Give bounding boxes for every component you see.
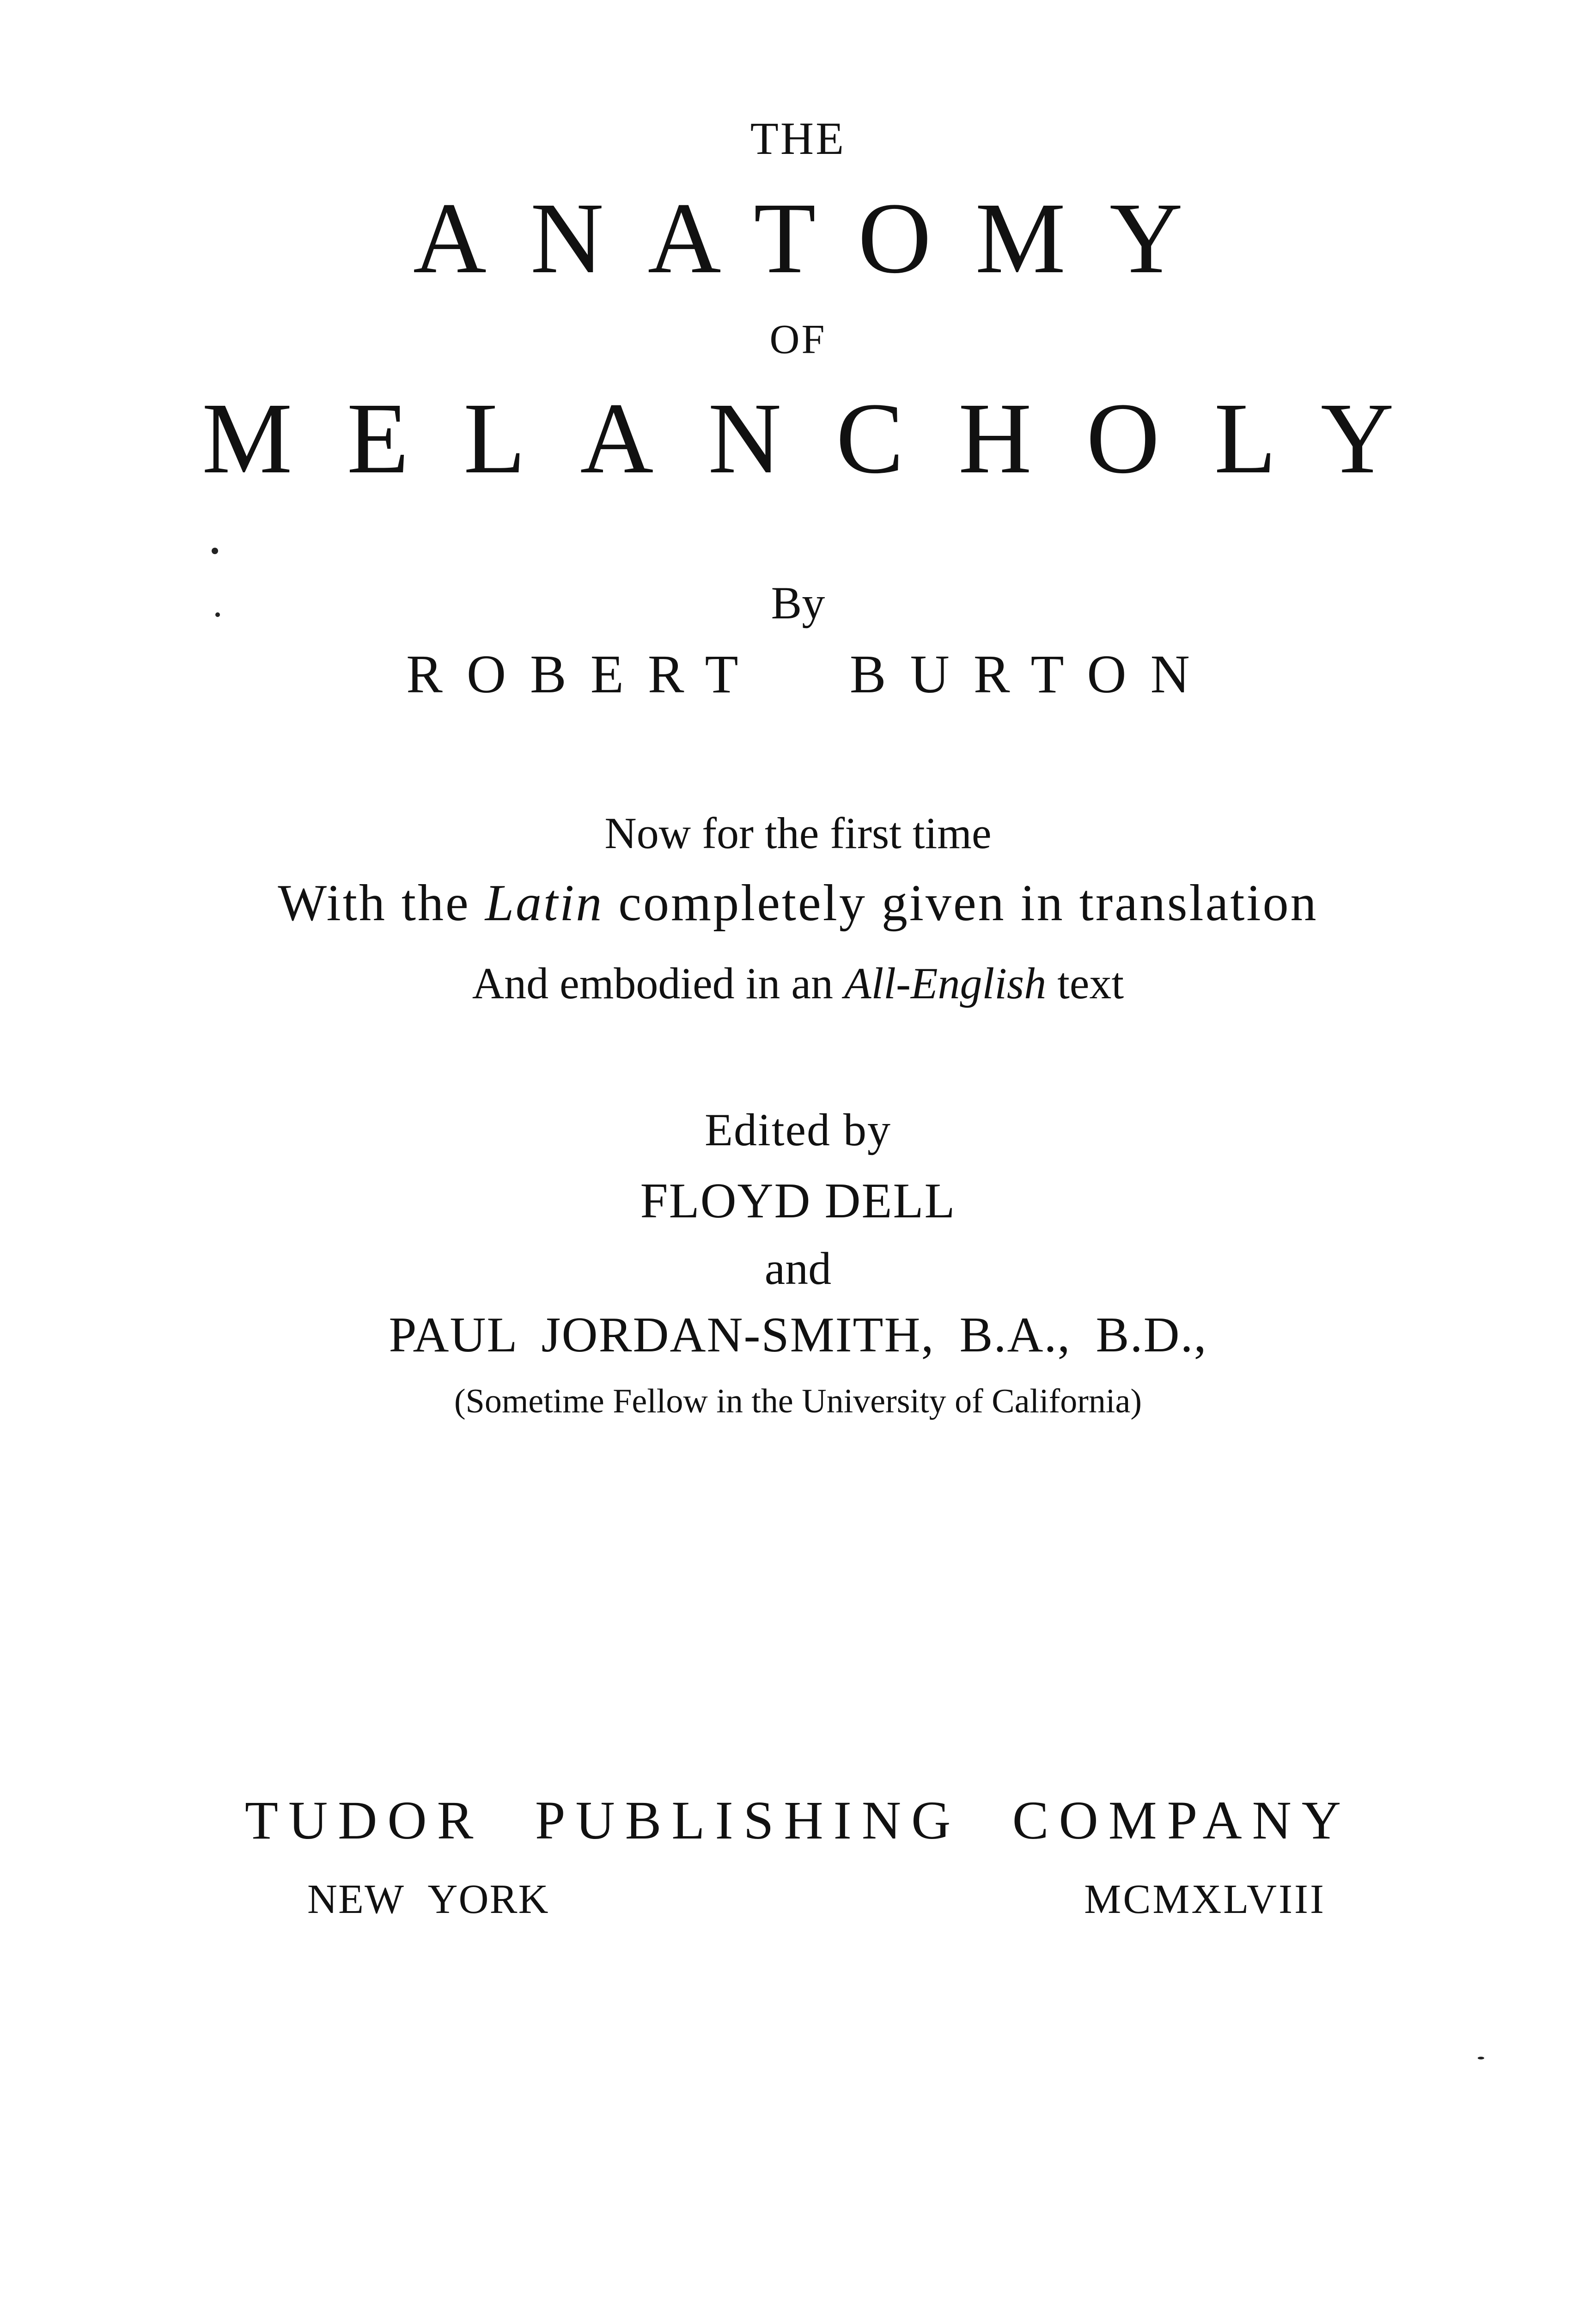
subtitle-line-3-end: text	[1046, 959, 1124, 1008]
edited-by-label: Edited by	[704, 1104, 892, 1155]
editor-1-name: FLOYD DELL	[640, 1173, 956, 1228]
title-preposition: OF	[769, 317, 827, 362]
publisher-city: NEW YORK	[307, 1876, 549, 1922]
scan-speck	[215, 612, 220, 617]
subtitle-line-2	[0, 874, 1596, 932]
title-line-melancholy: MELANCHOLY	[202, 382, 1449, 495]
title-article: THE	[750, 113, 846, 164]
subtitle-line-1: Now for the first time	[604, 808, 992, 858]
subtitle-line-3	[0, 961, 1596, 1006]
editor-conjunction: and	[764, 1243, 832, 1294]
scan-speck	[212, 548, 218, 554]
subtitle-line-3-start: And embodied in an	[472, 959, 844, 1008]
subtitle-line-2-start: With the	[278, 874, 485, 932]
scan-speck	[1478, 2057, 1484, 2059]
subtitle-line-2-end: completely given in translation	[603, 874, 1318, 932]
title-line-anatomy: ANATOMY	[413, 182, 1227, 294]
editor-2-affiliation: (Sometime Fellow in the University of California)	[454, 1382, 1142, 1420]
publication-year: MCMXLVIII	[1084, 1876, 1326, 1922]
publisher-name: TUDOR PUBLISHING COMPANY	[244, 1790, 1352, 1851]
editor-2-name: PAUL JORDAN-SMITH, B.A., B.D.,	[389, 1307, 1207, 1362]
byline-label: By	[771, 577, 825, 629]
subtitle-all-english: All-English	[844, 959, 1047, 1008]
subtitle-latin-word: Latin	[485, 874, 604, 932]
author-name: ROBERT BURTON	[406, 644, 1214, 704]
